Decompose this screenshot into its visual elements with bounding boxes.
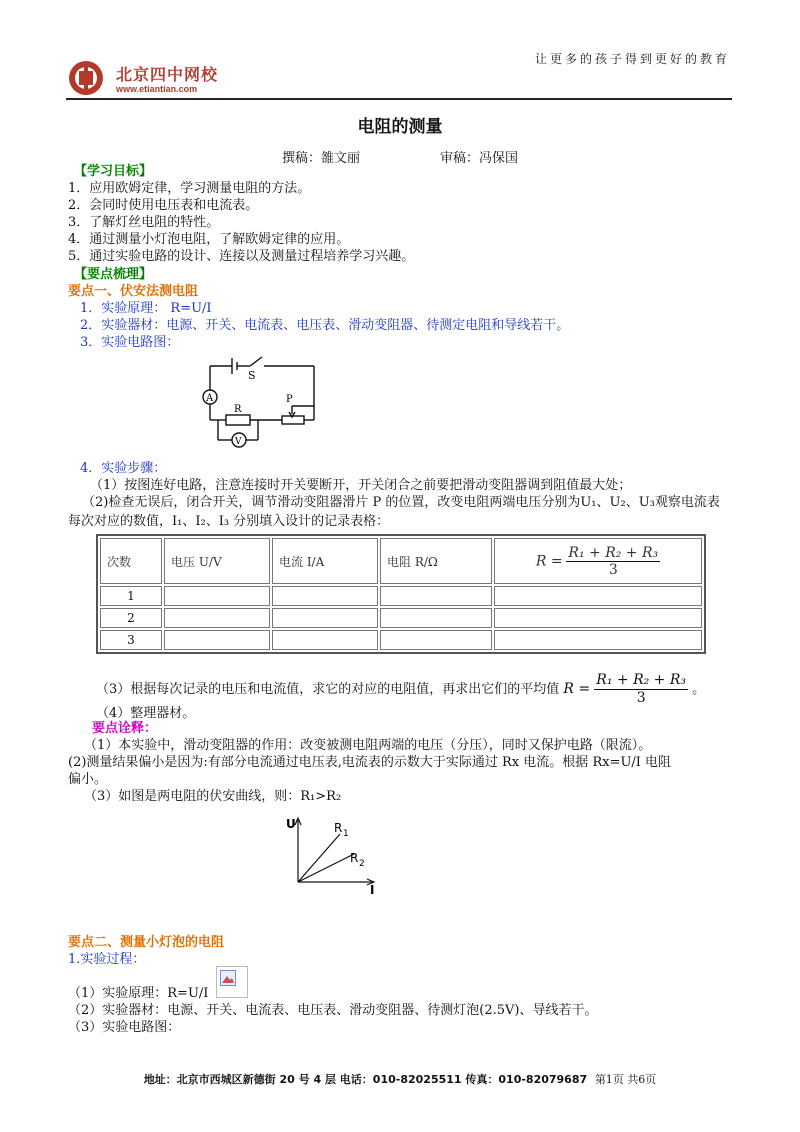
reviewer: 审稿：冯保国 <box>440 151 519 166</box>
formula-lhs: R = <box>563 681 591 697</box>
table-cell <box>380 630 492 650</box>
note-2a: (2)测量结果偏小是因为:有部分电流通过电压表,电流表的示数大于实际通过 Rx 电流。根据 Rx=U/I 电阻 <box>68 755 672 770</box>
circuit-label-s: S <box>248 369 256 382</box>
graph-label-r1-sub: 1 <box>343 829 349 839</box>
table-header-formula <box>494 538 702 584</box>
step-4: （4）整理器材。 <box>96 706 196 721</box>
ui-graph <box>282 814 386 896</box>
steps-heading: 4．实验步骤： <box>80 461 167 476</box>
graph-axis-i: I <box>370 883 375 896</box>
formula-denominator: 3 <box>636 690 646 706</box>
formula-numerator: R₁ + R₂ + R₃ <box>596 672 687 688</box>
point1-item: 1．实验原理： R=U/I <box>80 301 212 316</box>
author: 撰稿：雒文丽 <box>282 151 361 166</box>
points-heading: 【要点梳理】 <box>74 267 153 282</box>
table-header-cell: 电流 I/A <box>272 538 378 584</box>
formula-lhs: R = <box>535 553 563 569</box>
table-cell: 3 <box>100 630 162 650</box>
objective-item: 1．应用欧姆定律，学习测量电阻的方法。 <box>68 181 311 196</box>
point2-item: （2）实验器材：电源、开关、电流表、电压表、滑动变阻器、待测灯泡(2.5V)、导线若干。 <box>68 1003 598 1018</box>
point2-subheading: 1.实验过程： <box>68 952 146 967</box>
objective-item: 2．会同时使用电压表和电流表。 <box>68 198 259 213</box>
table-cell <box>380 586 492 606</box>
slogan: 让更多的孩子得到更好的教育 <box>534 52 730 66</box>
table-header-row <box>100 538 702 584</box>
table-cell <box>380 608 492 628</box>
graph-label-r2: R <box>350 851 359 865</box>
table-header-cell: 电阻 R/Ω <box>380 538 492 584</box>
table-cell <box>164 630 270 650</box>
table-cell <box>494 630 702 650</box>
point2-title: 要点二、测量小灯泡的电阻 <box>68 935 225 950</box>
step-3-end: 。 <box>692 682 706 697</box>
objective-item: 4．通过测量小灯泡电阻，了解欧姆定律的应用。 <box>68 232 350 247</box>
point2-item: （3）实验电路图： <box>68 1020 181 1035</box>
circuit-diagram <box>196 352 320 448</box>
table-header-cell: 电压 U/V <box>164 538 270 584</box>
graph-label-r1: R <box>334 821 343 835</box>
table-cell <box>272 586 378 606</box>
footer-address: 地址：北京市西城区新德街 20 号 4 层 电话：010-82025511 传真：010-82079687 <box>143 1073 588 1086</box>
logo-name: 北京四中网校 <box>116 65 219 84</box>
header-divider <box>66 98 732 100</box>
point1-item: 2．实验器材：电源、开关、电流表、电压表、滑动变阻器、待测定电阻和导线若干。 <box>80 318 570 333</box>
table-cell <box>164 608 270 628</box>
formula-numerator: R₁ + R₂ + R₃ <box>568 544 659 561</box>
objective-item: 3．了解灯丝电阻的特性。 <box>68 215 220 230</box>
circuit-label-p: P <box>286 394 293 405</box>
step-3-text: （3）根据每次记录的电压和电流值，求它的对应的电阻值，再求出它们的平均值 <box>96 682 560 697</box>
record-table <box>96 534 706 654</box>
table-row <box>100 586 702 606</box>
page-title: 电阻的测量 <box>357 117 443 137</box>
table-cell <box>164 586 270 606</box>
point1-title: 要点一、伏安法测电阻 <box>68 284 199 299</box>
graph-label-r2-sub: 2 <box>359 859 365 869</box>
notes-heading: 要点诠释： <box>92 721 158 736</box>
graph-axis-u: U <box>286 817 296 831</box>
author-line <box>282 147 598 166</box>
table-cell: 2 <box>100 608 162 628</box>
step-2b: 每次对应的数值，I₁、I₂、I₃ 分别填入设计的记录表格： <box>68 514 390 529</box>
table-row <box>100 608 702 628</box>
logo-url: www.etiantian.com <box>116 84 198 94</box>
step-3 <box>96 672 705 707</box>
circuit-label-v: V <box>235 437 242 447</box>
table-row <box>100 630 702 650</box>
note-3: （3）如图是两电阻的伏安曲线，则：R₁>R₂ <box>84 789 342 804</box>
table-cell <box>494 586 702 606</box>
objective-item: 5．通过实验电路的设计、连接以及测量过程培养学习兴趣。 <box>68 249 415 264</box>
table-header-cell: 次数 <box>100 538 162 584</box>
note-1: （1）本实验中，滑动变阻器的作用：改变被测电阻两端的电压（分压），同时又保护电路（限流）。 <box>84 738 652 753</box>
formula-denominator: 3 <box>608 561 618 578</box>
table-cell <box>494 608 702 628</box>
circuit-label-r: R <box>234 404 242 415</box>
objectives-heading: 【学习目标】 <box>74 164 153 179</box>
point2-item: （1）实验原理：R=U/I <box>68 986 209 1001</box>
circuit-label-a: A <box>206 393 214 404</box>
average-formula <box>594 672 688 707</box>
average-formula <box>566 545 660 578</box>
note-2b: 偏小。 <box>68 772 108 787</box>
step-2a: （2)检查无误后，闭合开关，调节滑动变阻器滑片 P 的位置，改变电阻两端电压分别为U₁、U₂、U₃观察电流表 <box>82 495 720 510</box>
page-number: 第1页 共6页 <box>594 1073 657 1086</box>
step-1: （1）按图连好电路，注意连接时开关要断开，开关闭合之前要把滑动变阻器调到阻值最大处； <box>90 478 632 493</box>
point1-item: 3．实验电路图： <box>80 335 180 350</box>
broken-image-icon <box>216 966 248 998</box>
table-cell <box>272 608 378 628</box>
table-cell <box>272 630 378 650</box>
footer <box>0 1071 800 1087</box>
table-cell: 1 <box>100 586 162 606</box>
